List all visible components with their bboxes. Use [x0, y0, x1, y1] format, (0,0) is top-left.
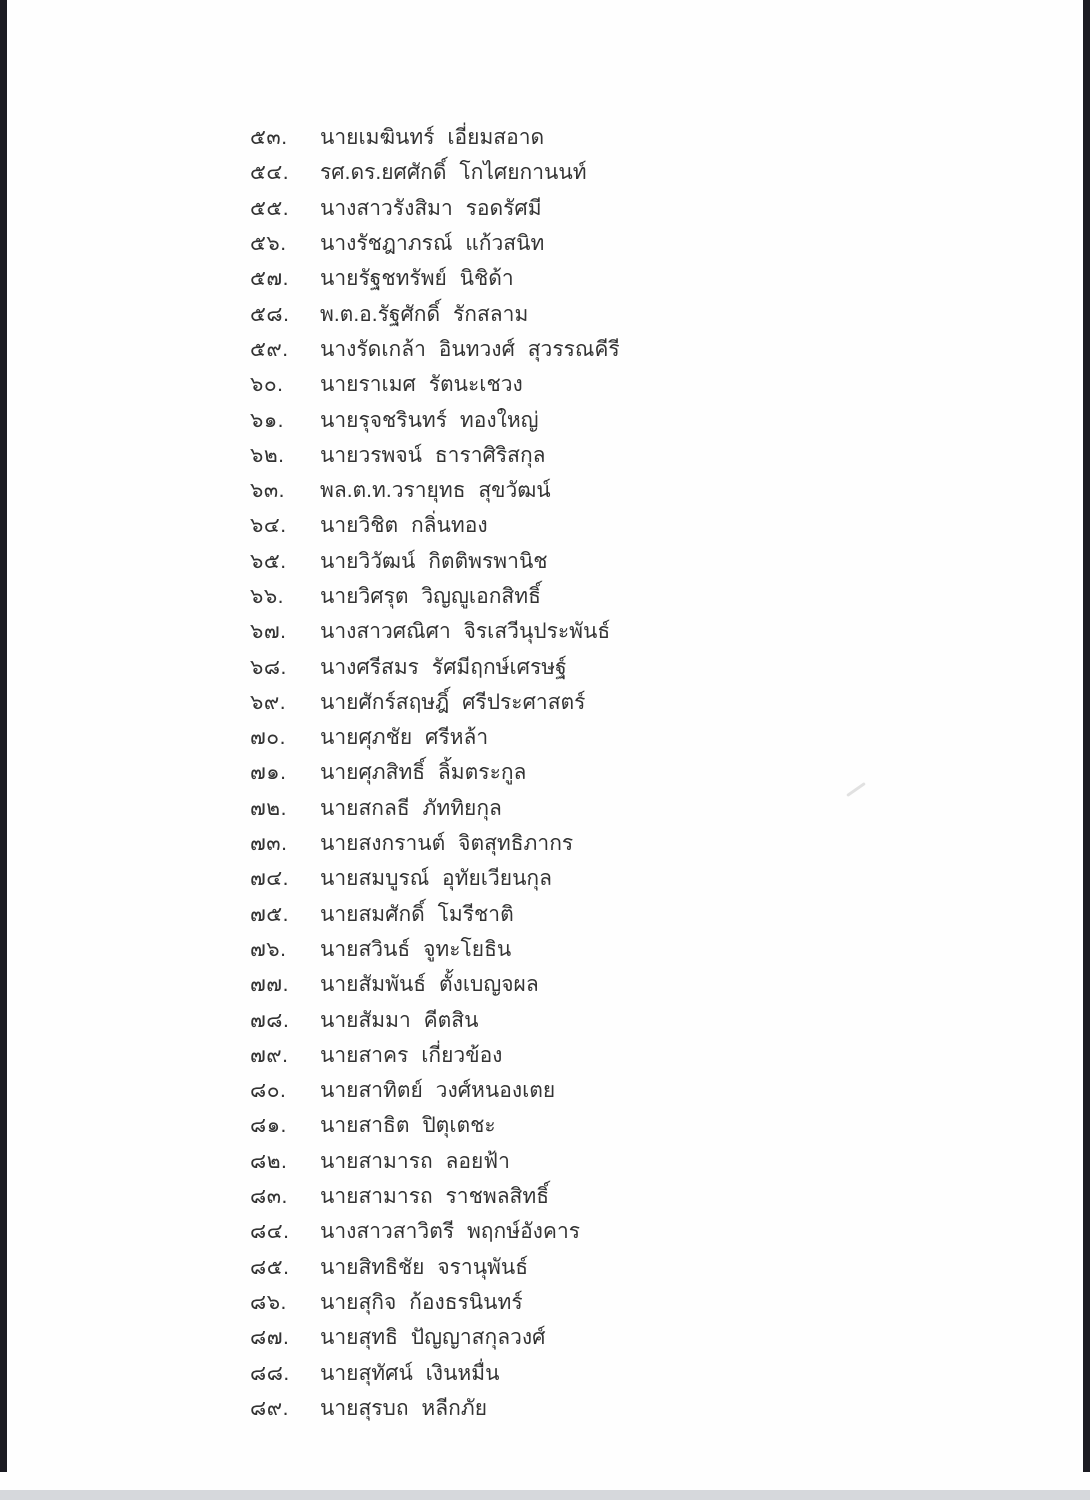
list-item: [250, 1355, 1060, 1390]
list-item: [250, 155, 1060, 190]
item-name: นายสุกิจ ก้องธรนินทร์: [320, 1290, 523, 1314]
list-item: [250, 120, 1060, 155]
item-number: ๖๑.: [250, 408, 284, 432]
item-name: นายสิทธิชัย จรานุพันธ์: [320, 1255, 529, 1279]
item-number: ๗๕.: [250, 902, 290, 926]
item-name: นายสัมพันธ์ ตั้งเบญจผล: [320, 973, 539, 997]
item-name: นายรัฐชทรัพย์ นิชิด้า: [320, 267, 514, 291]
list-item: [250, 508, 1060, 543]
list-item: [250, 1073, 1060, 1108]
right-scan-edge: [1083, 0, 1090, 1472]
item-name: นายราเมศ รัตนะเชวง: [320, 373, 523, 397]
item-name: นายสัมมา คีตสิน: [320, 1008, 479, 1032]
item-number: ๘๗.: [250, 1326, 290, 1350]
item-number: ๘๑.: [250, 1114, 287, 1138]
item-number: ๕๗.: [250, 267, 290, 291]
list-item: [250, 296, 1060, 331]
item-name: พล.ต.ท.วรายุทธ สุขวัฒน์: [320, 479, 551, 503]
item-name: นายรุจชรินทร์ ทองใหญ่: [320, 408, 539, 432]
item-number: ๗๑.: [250, 761, 287, 785]
item-name: นางสาวสาวิตรี พฤกษ์อังคาร: [320, 1220, 581, 1244]
list-item: [250, 1320, 1060, 1355]
item-number: ๖๖.: [250, 585, 284, 608]
list-item: [250, 1214, 1060, 1249]
item-name: นายสามารถ ลอยฟ้า: [320, 1149, 510, 1173]
list-item: [250, 1179, 1060, 1214]
item-number: ๖๔.: [250, 514, 287, 538]
item-number: ๗๒.: [250, 796, 287, 820]
list-item: [250, 861, 1060, 896]
list-item: [250, 544, 1060, 579]
item-name: นายสกลธี ภัททิยกุล: [320, 796, 502, 820]
name-list: [250, 120, 1060, 1426]
item-number: ๗๘.: [250, 1008, 290, 1032]
list-item: [250, 226, 1060, 261]
list-item: [250, 720, 1060, 755]
item-name: รศ.ดร.ยศศักดิ์ โกไศยกานนท์: [320, 161, 587, 185]
item-name: นายสาธิต ปิตุเตชะ: [320, 1114, 496, 1138]
item-name: นายวรพจน์ ธาราศิริสกุล: [320, 443, 546, 467]
item-number: ๘๖.: [250, 1290, 287, 1314]
item-name: นายเมฆินทร์ เอี่ยมสอาด: [320, 126, 545, 150]
list-item: [250, 1144, 1060, 1179]
item-number: ๕๙.: [250, 337, 289, 361]
list-item: [250, 826, 1060, 861]
item-number: ๗๙.: [250, 1043, 289, 1067]
item-name: นางศรีสมร รัศมีฤกษ์เศรษฐ์: [320, 655, 567, 679]
item-name: นายศุภสิทธิ์ ลิ้มตระกูล: [320, 761, 527, 785]
list-item: [250, 967, 1060, 1002]
item-name: นายสวินธ์ จูทะโยธิน: [320, 937, 512, 961]
item-name: นายสงกรานต์ จิตสุทธิภากร: [320, 832, 574, 856]
item-name: นายสามารถ ราชพลสิทธิ์: [320, 1185, 550, 1209]
item-name: นายวิวัฒน์ กิตติพรพานิช: [320, 549, 548, 573]
item-name: นายวิชิต กลิ่นทอง: [320, 514, 488, 538]
list-item: [250, 1285, 1060, 1320]
list-item: [250, 1391, 1060, 1426]
item-name: นายสุรบถ หลีกภัย: [320, 1396, 488, 1420]
item-name: นางสาวรังสิมา รอดรัศมี: [320, 196, 542, 220]
item-name: นายสาทิตย์ วงศ์หนองเตย: [320, 1079, 556, 1103]
item-number: ๗๗.: [250, 973, 289, 997]
item-number: ๕๔.: [250, 161, 290, 185]
item-number: ๕๖.: [250, 232, 287, 256]
item-number: ๘๐.: [250, 1079, 287, 1103]
item-number: ๗๐.: [250, 726, 286, 750]
list-item: [250, 332, 1060, 367]
item-number: ๗๖.: [250, 937, 287, 961]
item-name: นายสาคร เกี่ยวข้อง: [320, 1043, 503, 1067]
list-item: [250, 191, 1060, 226]
list-item: [250, 367, 1060, 402]
item-name: นายศักร์สฤษฎิ์ ศรีประศาสตร์: [320, 690, 586, 714]
item-name: นายสุทัศน์ เงินหมื่น: [320, 1361, 500, 1385]
bottom-scan-band: [0, 1490, 1090, 1500]
list-item: [250, 1002, 1060, 1037]
item-name: พ.ต.อ.รัฐศักดิ์ รักสลาม: [320, 302, 529, 326]
list-item: [250, 261, 1060, 296]
item-number: ๕๕.: [250, 196, 290, 220]
item-number: ๘๔.: [250, 1220, 290, 1244]
item-number: ๕๘.: [250, 302, 290, 326]
list-item: [250, 791, 1060, 826]
item-number: ๖๐.: [250, 373, 284, 397]
list-item: [250, 1108, 1060, 1143]
item-number: ๘๓.: [250, 1185, 288, 1209]
list-item: [250, 438, 1060, 473]
list-item: [250, 685, 1060, 720]
list-item: [250, 1038, 1060, 1073]
item-name: นายสุทธิ ปัญญาสกุลวงศ์: [320, 1326, 546, 1350]
list-item: [250, 402, 1060, 437]
item-number: ๕๓.: [250, 126, 288, 150]
item-number: ๖๕.: [250, 549, 287, 573]
item-name: นายสมศักดิ์ โมรีชาติ: [320, 902, 514, 926]
list-item: [250, 614, 1060, 649]
item-number: ๖๙.: [250, 690, 287, 714]
item-number: ๖๘.: [250, 655, 287, 679]
item-number: ๘๙.: [250, 1396, 289, 1420]
list-item: [250, 755, 1060, 790]
list-item: [250, 579, 1060, 614]
list-item: [250, 649, 1060, 684]
item-number: ๘๕.: [250, 1255, 290, 1279]
item-number: ๖๓.: [250, 479, 286, 503]
item-number: ๗๔.: [250, 867, 290, 891]
item-name: นางรัดเกล้า อินทวงศ์ สุวรรณคีรี: [320, 337, 620, 361]
list-item: [250, 1250, 1060, 1285]
list-item: [250, 897, 1060, 932]
item-name: นายศุภชัย ศรีหล้า: [320, 726, 489, 750]
item-name: นางสาวศณิศา จิรเสวีนุประพันธ์: [320, 620, 611, 644]
item-number: ๗๓.: [250, 832, 288, 856]
item-number: ๘๘.: [250, 1361, 290, 1385]
item-number: ๘๒.: [250, 1149, 288, 1173]
item-number: ๖๒.: [250, 443, 285, 467]
list-item: [250, 473, 1060, 508]
item-name: นายวิศรุต วิญญูเอกสิทธิ์: [320, 585, 541, 608]
item-name: นางรัชฎาภรณ์ แก้วสนิท: [320, 232, 545, 256]
item-number: ๖๗.: [250, 620, 287, 644]
list-item: [250, 932, 1060, 967]
left-scan-edge: [0, 0, 7, 1472]
item-name: นายสมบูรณ์ อุทัยเวียนกุล: [320, 867, 553, 891]
